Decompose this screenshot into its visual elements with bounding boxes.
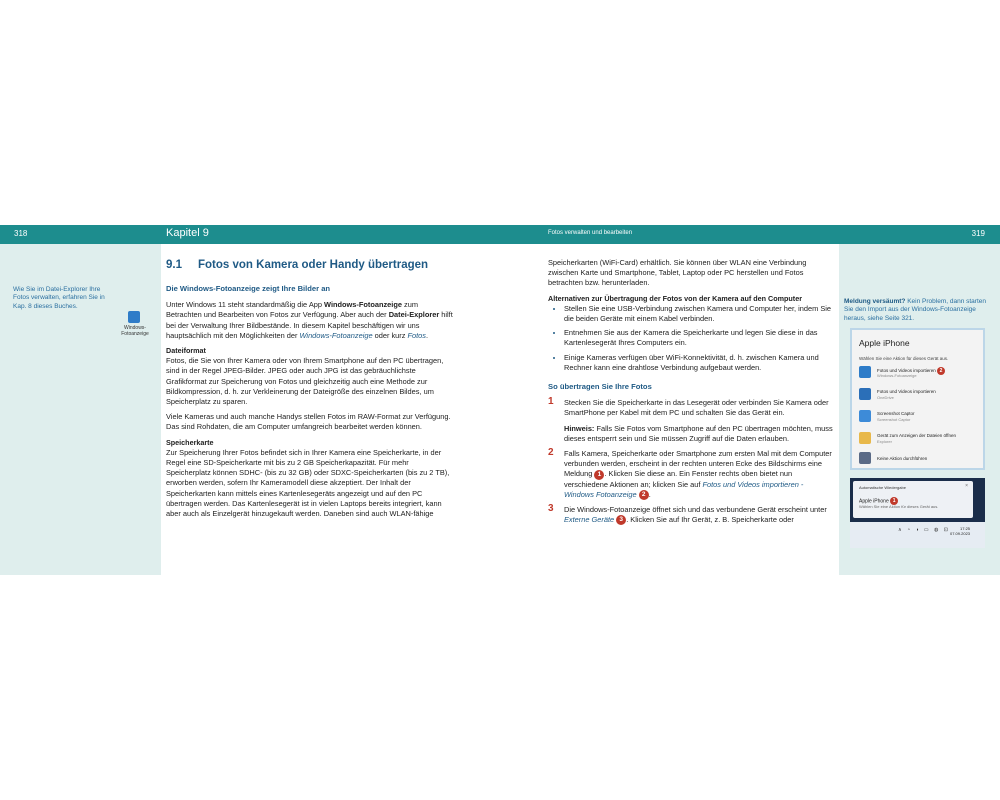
header-bar	[0, 225, 1000, 244]
text-run: Unter Windows 11 steht standardmäßig die App	[166, 300, 325, 310]
step-3	[548, 505, 833, 525]
left-margin-note: Wie Sie im Datei-Explorer Ihre Fotos verwalten, erfahren Sie in Kap. 8 dieses Buches.	[13, 286, 105, 310]
page-number-right: 319	[971, 229, 985, 238]
step-text: Stecken Sie die Speicherkarte in das Lesegerät oder verbinden Sie Kamera oder SmartPhone per Kabel mit dem PC und schalten Sie das Gerät ein.	[564, 398, 829, 418]
dialog-option-onedrive	[859, 388, 974, 402]
no-action-icon	[859, 452, 871, 464]
callout-badge: 3	[616, 515, 626, 525]
hint-label: Hinweis:	[564, 423, 595, 433]
option-sublabel: OneDrive	[877, 394, 894, 400]
list-item: • Stellen Sie eine USB-Verbindung zwischen Kamera und Computer her, indem Sie die beiden Geräte mit einem Kabel verbinden.	[564, 304, 833, 324]
step-number: 3	[548, 503, 554, 515]
clock-time: 17:25	[960, 526, 971, 531]
text-run: oder kurz	[372, 330, 408, 340]
left-column	[166, 258, 454, 524]
inline-term: Fotos und Videos importieren - Windows Fotoanzeige	[564, 479, 804, 499]
autoplay-dialog-screenshot	[850, 328, 985, 470]
folder-icon	[859, 432, 871, 444]
text-run: .	[648, 489, 651, 499]
option-sublabel: Windows-Fotoanzeige	[877, 372, 917, 378]
alternatives-list	[548, 304, 833, 373]
callout-badge: 2	[937, 367, 945, 375]
text-run-bold: Datei-Explorer	[388, 310, 440, 320]
callout-badge: 1	[890, 497, 898, 505]
option-label-text: Fotos und Videos importieren	[877, 368, 936, 374]
close-icon: ×	[965, 483, 968, 489]
section-title-text: Fotos von Kamera oder Handy übertragen	[198, 259, 429, 271]
option-label: Keine Aktion durchführen	[877, 456, 928, 461]
option-sublabel: Screenshot Captor	[877, 416, 911, 422]
subheading: Die Windows-Fotoanzeige zeigt Ihre Bilder an	[166, 284, 331, 293]
toast-subtitle: Wählen Sie eine Aktion für dieses Gerät aus.	[859, 504, 939, 509]
howto-heading: So übertragen Sie Ihre Fotos	[548, 382, 652, 392]
right-margin-note	[844, 298, 986, 323]
option-sublabel: Explorer	[877, 438, 892, 444]
hint-text: Falls Sie Fotos vom Smartphone auf den PC übertragen möchten, muss dieses entsperrt sein und Sie müssen Zugriff auf die Daten erlauben.	[564, 423, 833, 443]
inline-term: Externe Geräte	[564, 515, 615, 525]
text-run: .	[425, 330, 429, 340]
step-number: 1	[548, 396, 554, 408]
text-run: . Klicken Sie diese an. Ein Fenster rechts oben bietet nun verschiedene Aktionen an; klicken Sie auf	[564, 469, 793, 489]
page-number-left: 318	[14, 229, 28, 238]
option-label: Screenshot Captor	[877, 411, 915, 416]
running-section-title: Fotos verwalten und bearbeiten	[548, 230, 633, 236]
dialog-option-explorer	[859, 432, 974, 446]
text-run: . Klicken Sie auf Ihr Gerät, z. B. Speicherkarte oder	[626, 515, 794, 525]
text-run-bold: Windows-Fotoanzeige	[324, 300, 402, 310]
dialog-option-screenshot-captor	[859, 410, 974, 424]
hint	[548, 424, 833, 444]
intro-paragraph	[166, 300, 454, 341]
continued-paragraph: Speicherkarten (WiFi-Card) erhältlich. Sie können über WLAN eine Verbindung zwischen Karte und Smartphone, Tablet, Laptop oder PC herstellen und Fotos betrachten bzw. herunterladen.	[548, 258, 807, 288]
speicherkarte-paragraph: Zur Speicherung Ihrer Fotos befindet sich in Ihrer Kamera eine Speicherkarte, in der Regel eine SD-Speicherkarte mit bis zu 2 GB Speicherkapazität. Für mehr Speicherplatz können SDHC- (bis zu 32 GB) oder SDXC-Speicherkarten (bis zu 2 TB), erworben werden, sofern Ihr Kameramodell diese akzeptiert. Der Inhalt der Speicherkarten kann mittels eines Kartenlesegeräts angezeigt und auf den PC übertragen werden. Das Kartenlesegerät ist in vielen Laptops bereits integriert, kann aber auch als Einzelgerät hinzugekauft werden. Daneben sind auch WLAN-fähige	[166, 447, 450, 519]
list-item: • Entnehmen Sie aus der Kamera die Speicherkarte und legen Sie diese in das Kartenlesegerät Ihres Computers ein.	[564, 328, 833, 348]
dateiformat-paragraph: Fotos, die Sie von Ihrer Kamera oder von Ihrem Smartphone auf den PC übertragen, sind in der Regel JPEG-Bilder. JPEG oder auch JPG ist das gebräuchlichste Grafikformat zur Speicherung von Fotos und gleichzeitig auch eine Methode zur Bildkompression, d. h. zur Verkleinerung der Dateigröße des einzelnen Bildes, um Speicherplatz zu sparen.	[166, 356, 444, 407]
tray-icons: ∧ ◔ ◑ ▭ ◍ ⊡	[898, 527, 950, 533]
text-run: zum Betrachten und Bearbeiten von Fotos zur Verfügung. Aber auch der	[166, 300, 418, 320]
text-run: hilft bei der Verwaltung Ihrer Bildbestände. In diesem Kapitel beschäftigen wir uns hauptsächlich mit den Möglichkeiten der	[166, 310, 453, 340]
toast-card	[853, 481, 973, 518]
note-text: Kein Problem, dann starten Sie den Import aus der Windows-Fotoanzeige heraus, siehe Seite 321.	[844, 298, 986, 322]
onedrive-icon	[859, 388, 871, 400]
photos-icon	[859, 366, 871, 378]
text-run: Falls Kamera, Speicherkarte oder Smartphone zum ersten Mal mit dem Computer verbunden werden, erscheint in der rechten unteren Ecke des Bildschirms eine Meldung	[564, 449, 832, 479]
toast-notification-screenshot	[850, 478, 985, 548]
raw-paragraph: Viele Kameras und auch manche Handys stellen Fotos im RAW-Format zur Verfügung. Das sind Rohdaten, die am Computer umfangreich bearbeitet werden können.	[166, 412, 451, 432]
app-icon-label: Windows-Fotoanzeige	[121, 325, 149, 337]
inline-term: Windows-Fotoanzeige	[299, 330, 373, 340]
clock-date: 07.09.2023	[950, 531, 971, 536]
section-title	[166, 258, 454, 272]
toast-title-text: Apple iPhone	[859, 498, 889, 505]
callout-badge: 2	[639, 490, 649, 500]
dateiformat-heading: Dateiformat	[166, 346, 206, 356]
right-column	[548, 258, 833, 530]
dialog-title: Apple iPhone	[859, 338, 910, 348]
toast-header: Automatische Wiedergabe	[859, 485, 906, 490]
chapter-title: Kapitel 9	[166, 227, 209, 239]
option-label: Gerät zum Anzeigen der Dateien öffnen	[877, 433, 956, 438]
section-number: 9.1	[166, 259, 182, 271]
inline-term: Fotos	[407, 330, 426, 340]
text-run: Die Windows-Fotoanzeige öffnet sich und das verbundene Gerät erscheint unter	[564, 505, 827, 515]
photos-app-icon	[128, 311, 140, 323]
taskbar	[850, 522, 985, 548]
dialog-option-import-photos	[859, 366, 974, 380]
note-bold: Meldung versäumt?	[844, 298, 906, 305]
callout-badge: 1	[594, 470, 604, 480]
book-spread	[0, 225, 1000, 575]
dialog-option-no-action	[859, 452, 974, 466]
alternatives-heading: Alternativen zur Übertragung der Fotos von der Kamera auf den Computer	[548, 293, 802, 303]
step-number: 2	[548, 447, 554, 459]
clock	[950, 526, 970, 536]
dialog-subtitle: Wählen Sie eine Aktion für dieses Gerät aus.	[859, 356, 949, 361]
option-label: Fotos und Videos importieren	[877, 389, 936, 394]
screenshot-captor-icon	[859, 410, 871, 422]
speicherkarte-heading: Speicherkarte	[166, 437, 214, 447]
step-2	[548, 449, 833, 500]
list-item: • Einige Kameras verfügen über WiFi-Konnektivität, d. h. zwischen Kamera und Rechner kann eine drahtlose Verbindung aufgebaut werden.	[564, 353, 833, 373]
step-1	[548, 398, 833, 418]
